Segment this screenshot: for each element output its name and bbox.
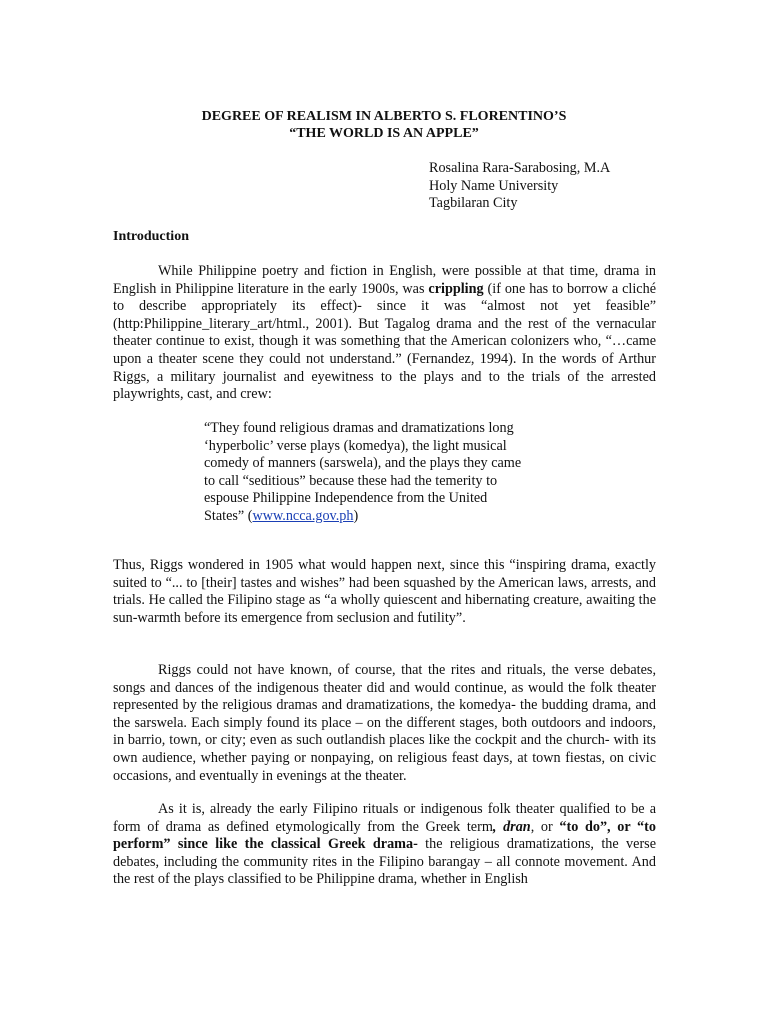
paragraph-4-text-c: the religious dramatizations, the verse debates, including the community rites in the Filipino barangay – all connote movement. And the rest of the plays classified to be Philippine drama, whether in English bbox=[113, 836, 656, 888]
paragraph-4-bold: “to do”, or “to perform” since like the classical Greek drama- bbox=[113, 818, 656, 853]
ncca-link[interactable]: www.ncca.gov.ph bbox=[252, 507, 354, 524]
title-line-2: “THE WORLD IS AN APPLE” bbox=[289, 126, 479, 141]
quote-line: espouse Philippine Independence from the United bbox=[204, 490, 488, 507]
quote-line: ‘hyperbolic’ verse plays (komedya), the light musical bbox=[204, 437, 507, 454]
title-line-1: DEGREE OF REALISM IN ALBERTO S. FLORENTINO’S bbox=[201, 109, 567, 124]
quote-line-last bbox=[204, 508, 564, 526]
paragraph-4-term-dran: , dran bbox=[492, 818, 531, 835]
author-institution: Holy Name University bbox=[429, 177, 559, 194]
quote-last-prefix: States” ( bbox=[204, 507, 253, 524]
block-quote bbox=[204, 420, 564, 526]
quote-line: to call “seditious” because these had the temerity to bbox=[204, 472, 498, 489]
quote-last-suffix: ) bbox=[353, 507, 359, 524]
section-heading: Introduction bbox=[113, 229, 189, 244]
paragraph-1-bold: crippling bbox=[428, 280, 484, 297]
paragraph-1 bbox=[113, 263, 656, 404]
quote-line: “They found religious dramas and dramatizations long bbox=[204, 420, 514, 436]
author-name: Rosalina Rara-Sarabosing, M.A bbox=[429, 160, 611, 176]
paragraph-4-text-a: As it is, already the early Filipino rituals or indigenous folk theater qualified to be a form of drama as defined etymologically from the Greek term bbox=[113, 801, 656, 835]
paragraph-1-text-b: (if one has to borrow a cliché to describe appropriately its effect)- since it was “almost not yet feasible” (http:Philippine_literary_art/html., 2001). But Tagalog drama and the rest of the vernacular theater continue to exist, though it was something that the American colonizers who, “…came upon a theater scene they could not understand.” (Fernandez, 1994). In the words of Arthur Riggs, a military journalist and eyewitness to the plays and to the trials of the arrested playwrights, cast, and crew: bbox=[113, 280, 656, 403]
quote-line: comedy of manners (sarswela), and the plays they came bbox=[204, 455, 522, 472]
paragraph-2: Thus, Riggs wondered in 1905 what would happen next, since this “inspiring drama, exactly suited to “... to [their] tastes and wishes” had been squashed by the American laws, arrests, and trials. He called the Filipino stage as “a wholly quiescent and hibernating creature, awaiting the sun-warmth before its emergence from seclusion and futility”. bbox=[113, 557, 656, 626]
paragraph-3: Riggs could not have known, of course, that the rites and rituals, the verse debates, songs and dances of the indigenous theater did and would continue, as would the folk theater represented by the religious dramas and dramatizations, the komedya- the budding drama, and the sarswela. Each simply found its place – on the different stages, both outdoors and indoors, in barrio, town, or city; even as such outlandish places like the cockpit and the church- with its own audience, whether paying or nonpaying, on religious feast days, at town fiestas, on civic occasions, and eventually in evenings at the theater. bbox=[113, 662, 656, 784]
paragraph-4 bbox=[113, 801, 656, 889]
paragraph-4-text-b: , or bbox=[530, 818, 560, 835]
paragraph-1-text-a: While Philippine poetry and fiction in English, were possible at that time, drama in English in Philippine literature in the early 1900s, was bbox=[113, 263, 656, 297]
author-block bbox=[429, 160, 610, 213]
author-city: Tagbilaran City bbox=[429, 195, 518, 211]
document-title bbox=[0, 108, 768, 142]
